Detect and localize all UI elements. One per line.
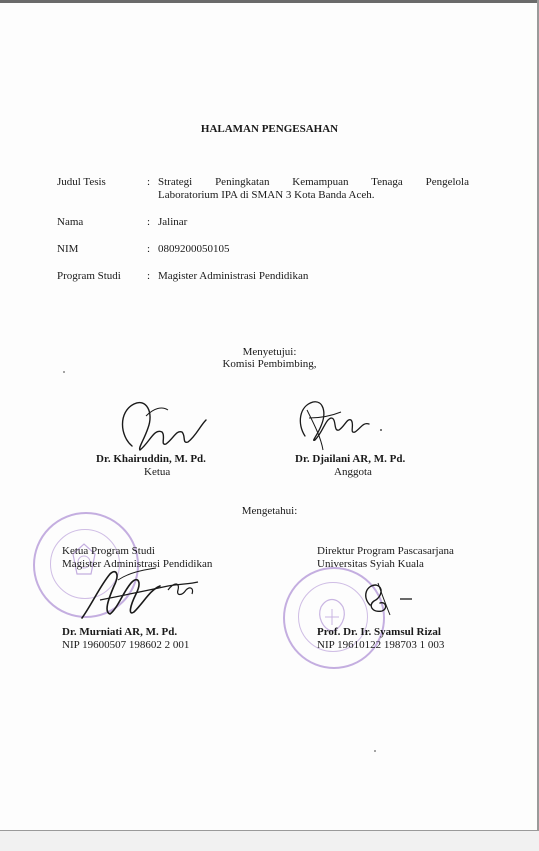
approval-committee: Komisi Pembimbing, bbox=[222, 358, 317, 370]
study-program-value: Magister Administrasi Pendidikan bbox=[158, 270, 309, 282]
study-program-label: Program Studi bbox=[57, 270, 121, 282]
page-title: HALAMAN PENGESAHAN bbox=[200, 123, 339, 135]
thesis-title-line1: Strategi Peningkatan Kemampuan Tenaga Pengelola bbox=[158, 176, 469, 188]
scan-speck bbox=[374, 750, 376, 752]
thesis-title-label: Judul Tesis bbox=[57, 176, 106, 188]
official1-nip: NIP 19600507 198602 2 001 bbox=[62, 639, 190, 651]
official2-nip: NIP 19610122 198703 1 003 bbox=[317, 639, 445, 651]
supervisor2-signature bbox=[293, 396, 403, 456]
official1-name: Dr. Murniati AR, M. Pd. bbox=[62, 626, 178, 638]
nim-separator: : bbox=[147, 243, 151, 255]
supervisor1-signature bbox=[110, 398, 220, 460]
name-value: Jalinar bbox=[158, 216, 188, 228]
supervisor1-name: Dr. Khairuddin, M. Pd. bbox=[96, 453, 206, 465]
scan-speck bbox=[63, 371, 65, 373]
name-separator: : bbox=[147, 216, 151, 228]
approval-heading: Menyetujui: bbox=[242, 346, 297, 358]
nim-value: 0809200050105 bbox=[158, 243, 230, 255]
official1-title: Ketua Program Studi bbox=[62, 545, 155, 557]
official2-signature bbox=[356, 575, 436, 621]
supervisor1-role: Ketua bbox=[144, 466, 171, 478]
acknowledged-heading: Mengetahui: bbox=[241, 505, 298, 517]
nim-label: NIM bbox=[57, 243, 79, 255]
supervisor2-name: Dr. Djailani AR, M. Pd. bbox=[295, 453, 406, 465]
official2-name: Prof. Dr. Ir. Syamsul Rizal bbox=[317, 626, 441, 638]
page-edge-bottom bbox=[0, 830, 539, 831]
page-edge-top bbox=[0, 0, 539, 3]
thesis-title-line2: Laboratorium IPA di SMAN 3 Kota Banda Aceh. bbox=[158, 189, 375, 201]
supervisor2-role: Anggota bbox=[334, 466, 372, 478]
name-label: Nama bbox=[57, 216, 84, 228]
official1-program: Magister Administrasi Pendidikan bbox=[62, 558, 213, 570]
official2-institution: Universitas Syiah Kuala bbox=[317, 558, 424, 570]
official1-signature bbox=[70, 560, 220, 628]
thesis-title-separator: : bbox=[147, 176, 151, 188]
study-program-separator: : bbox=[147, 270, 151, 282]
official2-title: Direktur Program Pascasarjana bbox=[317, 545, 454, 557]
page-bottom-shade bbox=[0, 831, 539, 851]
